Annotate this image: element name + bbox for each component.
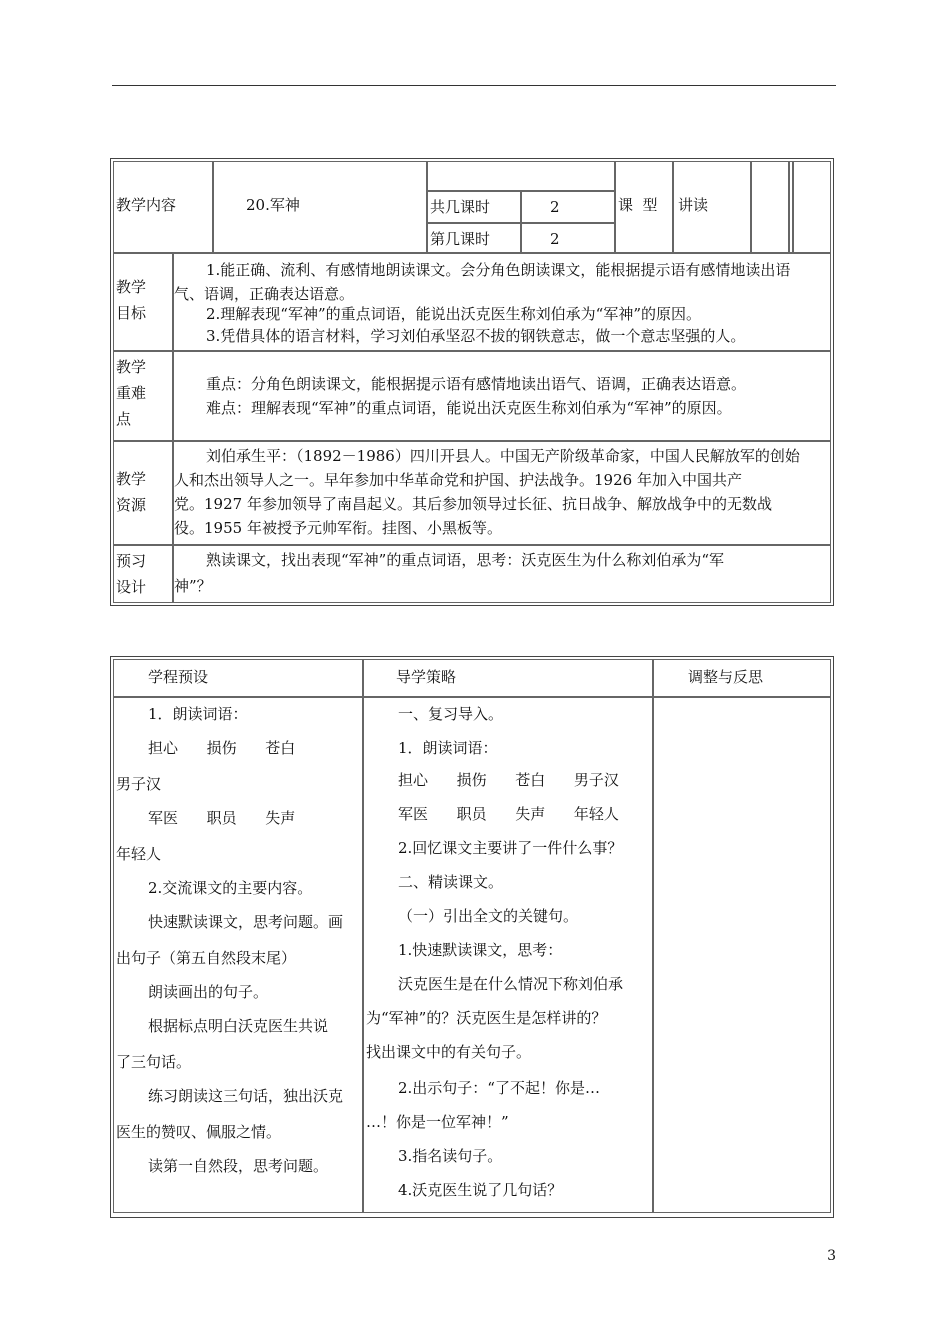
col2-header: 导学策略 [396, 668, 457, 686]
goals-label-2: 目标 [116, 304, 147, 322]
difficulty-label-cell [113, 351, 173, 441]
col3-header: 调整与反思 [688, 668, 764, 686]
resources-line-2: 人和杰出领导人之一。早年参加中华革命党和护国、护法战争。1926 年加入中国共产 [174, 471, 742, 489]
difficult-point: 难点：理解表现“军神”的重点词语，能说出沃克医生称刘伯承为“军神”的原因。 [206, 399, 732, 417]
col2-line: 3.指名读句子。 [398, 1147, 503, 1165]
goal-item-3: 3.凭借具体的语言材料，学习刘伯承坚忍不拔的钢铁意志，做一个意志坚强的人。 [206, 327, 746, 345]
goal-item-1-line-2: 气、语调，正确表达语意。 [174, 285, 355, 303]
current-period-label-cell [427, 223, 521, 253]
difficulty-label-2: 重难 [116, 384, 147, 402]
col3-body [653, 697, 831, 1213]
col1-line: 出句子（第五自然段末尾） [116, 949, 297, 967]
col2-line: …！你是一位军神！” [366, 1113, 509, 1131]
resources-content-cell [173, 441, 831, 545]
blank-cell [751, 161, 789, 253]
blank-cell [427, 161, 615, 191]
goals-label-1: 教学 [116, 278, 147, 296]
col2-line: 沃克医生是在什么情况下称刘伯承 [398, 975, 624, 993]
blank-cell [793, 161, 831, 253]
col1-line: 读第一自然段，思考问题。 [148, 1157, 329, 1175]
col1-line: 年轻人 [116, 845, 162, 863]
resources-line-1: 刘伯承生平：（1892－1986）四川开县人。中国无产阶级革命家，中国人民解放军的创始 [206, 447, 800, 465]
lesson-overview-table [110, 158, 834, 606]
col2-line: 一、复习导入。 [398, 705, 504, 723]
teaching-process-table [110, 656, 834, 1218]
total-periods-value: 2 [550, 198, 560, 216]
col1-line: 医生的赞叹、佩服之情。 [116, 1123, 282, 1141]
col1-header: 学程预设 [148, 668, 209, 686]
col1-line: 快速默读课文，思考问题。画 [148, 913, 344, 931]
col2-header-cell [363, 659, 653, 697]
key-point: 重点：分角色朗读课文，能根据提示语有感情地读出语气、语调，正确表达语意。 [206, 375, 747, 393]
current-period-label: 第几课时 [430, 230, 491, 248]
col2-line: 军医 职员 失声 年轻人 [398, 805, 619, 823]
col2-line: 二、精读课文。 [398, 873, 504, 891]
col2-body [363, 697, 653, 1213]
col2-line: （一）引出全文的关键句。 [398, 907, 579, 925]
current-period-value-cell [521, 223, 615, 253]
goal-item-1-line-1: 1.能正确、流利、有感情地朗读课文。会分角色朗读课文，能根据提示语有感情地读出语 [206, 261, 791, 279]
resources-label-2: 资源 [116, 496, 147, 514]
header-rule [112, 85, 836, 86]
col2-line: 担心 损伤 苍白 男子汉 [398, 771, 619, 789]
page-number: 3 [827, 1248, 836, 1264]
total-periods-value-cell [521, 191, 615, 223]
current-period-value: 2 [550, 230, 560, 248]
col1-line: 2.交流课文的主要内容。 [148, 879, 313, 897]
content-label: 教学内容 [116, 196, 177, 214]
col2-line: 2.回忆课文主要讲了一件什么事？ [398, 839, 623, 857]
difficulty-label-3: 点 [116, 410, 132, 428]
col1-line: 军医 职员 失声 [148, 809, 296, 827]
col2-line: 4.沃克医生说了几句话？ [398, 1181, 563, 1199]
col2-line: 找出课文中的有关句子。 [366, 1043, 532, 1061]
preview-label-1: 预习 [116, 552, 147, 570]
preview-label-cell [113, 545, 173, 603]
resources-line-4: 役。1955 年被授予元帅军衔。挂图、小黑板等。 [174, 519, 502, 537]
col3-header-cell [653, 659, 831, 697]
col2-line: 1.快速默读课文，思考： [398, 941, 563, 959]
preview-label-2: 设计 [116, 578, 147, 596]
col1-line: 担心 损伤 苍白 [148, 739, 296, 757]
col1-header-cell [113, 659, 363, 697]
preview-line-2: 神”？ [174, 577, 212, 595]
col1-line: 根据标点明白沃克医生共说 [148, 1017, 329, 1035]
col1-line: 1．朗读词语： [148, 705, 248, 723]
class-type-label-cell [615, 161, 673, 253]
class-type-value-cell [673, 161, 751, 253]
preview-content-cell [173, 545, 831, 603]
resources-label-cell [113, 441, 173, 545]
goal-item-2: 2.理解表现“军神”的重点词语，能说出沃克医生称刘伯承为“军神”的原因。 [206, 305, 701, 323]
total-periods-label-cell [427, 191, 521, 223]
class-type-label: 课 型 [618, 196, 658, 214]
total-periods-label: 共几课时 [430, 198, 491, 216]
lesson-title: 20.军神 [246, 196, 300, 214]
col2-line: 1．朗读词语： [398, 739, 498, 757]
difficulty-content-cell [173, 351, 831, 441]
col1-line: 男子汉 [116, 775, 162, 793]
resources-label-1: 教学 [116, 470, 147, 488]
goals-content-cell [173, 253, 831, 351]
col1-line: 了三句话。 [116, 1053, 192, 1071]
class-type-value: 讲读 [678, 196, 709, 214]
col2-line: 为“军神”的？沃克医生是怎样讲的？ [366, 1009, 607, 1027]
resources-line-3: 党。1927 年参加领导了南昌起义。其后参加领导过长征、抗日战争、解放战争中的无数战 [174, 495, 772, 513]
goals-label-cell [113, 253, 173, 351]
content-label-cell [113, 161, 213, 253]
lesson-title-cell [213, 161, 427, 253]
col1-body [113, 697, 363, 1213]
difficulty-label-1: 教学 [116, 358, 147, 376]
col1-line: 朗读画出的句子。 [148, 983, 269, 1001]
col2-line: 2.出示句子：“了不起！你是… [398, 1079, 600, 1097]
preview-line-1: 熟读课文，找出表现“军神”的重点词语，思考：沃克医生为什么称刘伯承为“军 [206, 551, 725, 569]
col1-line: 练习朗读这三句话，独出沃克 [148, 1087, 344, 1105]
